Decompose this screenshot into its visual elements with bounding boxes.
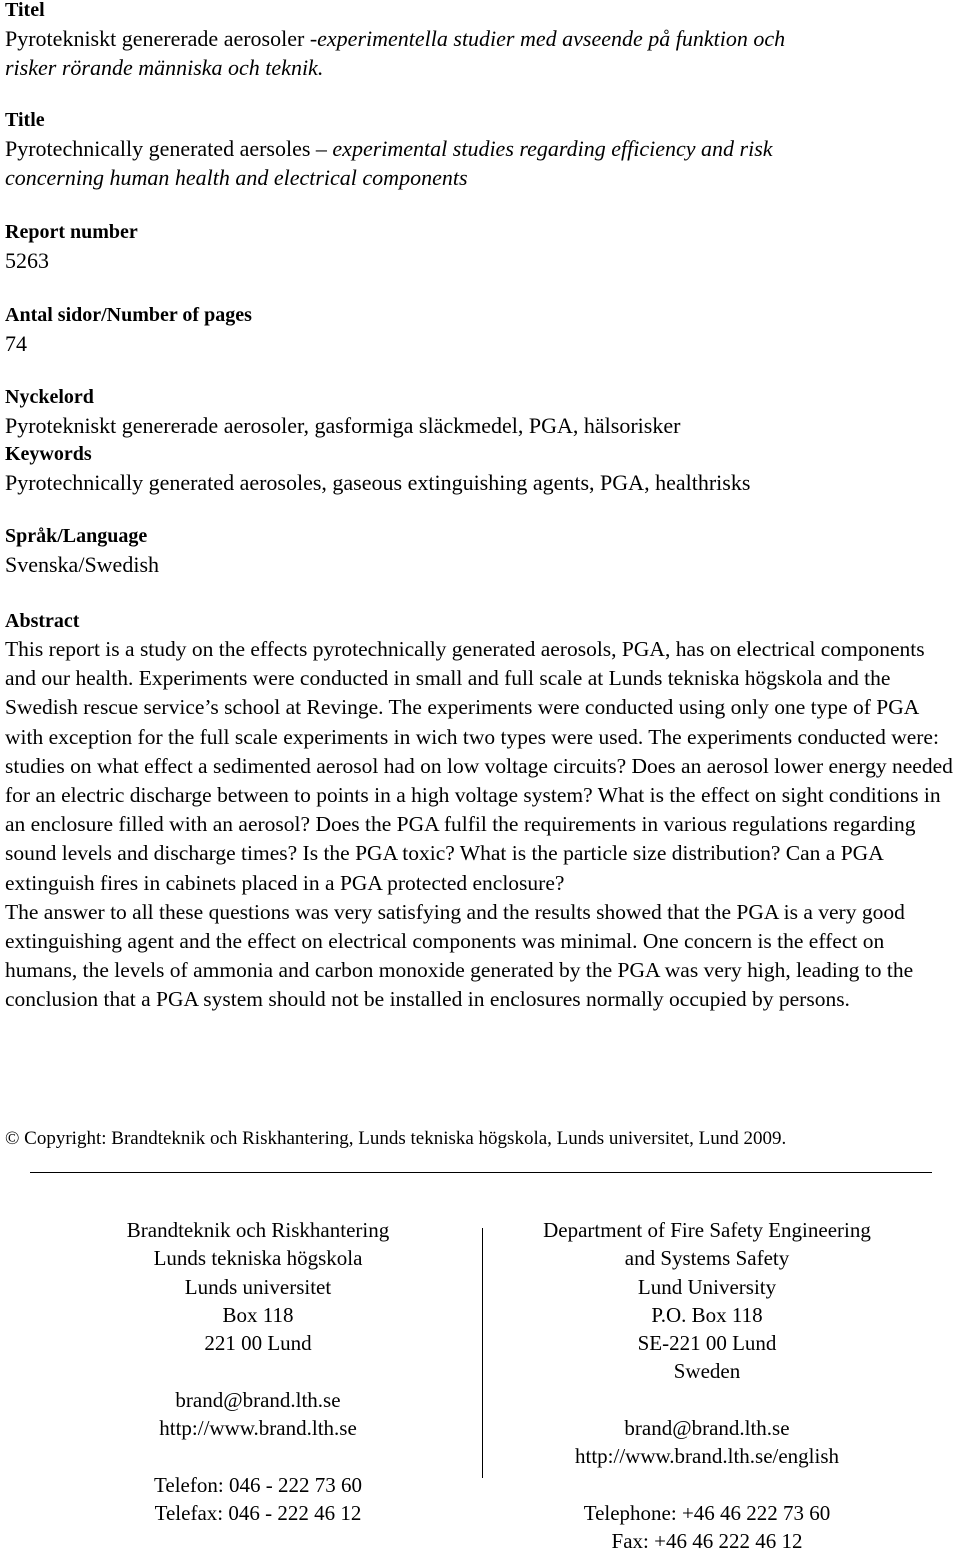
address-line: Brandteknik och Riskhantering (126, 1218, 390, 1242)
address-line: Box 118 (222, 1302, 294, 1327)
abstract-label: Abstract (5, 610, 80, 632)
website-link[interactable]: http://www.brand.lth.se (159, 1416, 357, 1441)
abstract-section (5, 607, 960, 1015)
keywords-value: Pyrotechnically generated aerosoles, gaseous extinguishing agents, PGA, healthrisks (5, 470, 751, 495)
keywords-section (5, 383, 960, 497)
address-line: Department of Fire Safety Engineering (543, 1218, 871, 1242)
keywords-label: Keywords (5, 443, 92, 465)
address-line: Sweden (673, 1359, 741, 1384)
address-line: 221 00 Lund (204, 1331, 312, 1356)
phone-number: Telephone: +46 46 222 73 60 (583, 1500, 831, 1525)
address-line: Lund University (637, 1274, 777, 1299)
pages-section (5, 301, 960, 358)
footer-divider (30, 1172, 932, 1173)
titel-label: Titel (5, 0, 45, 21)
nyckelord-value: Pyrotekniskt genererade aerosoler, gasformiga släckmedel, PGA, hälsorisker (5, 413, 681, 438)
copyright-notice: © Copyright: Brandteknik och Riskhantering, Lunds tekniska högskola, Lunds universitet, Lund 2009. (5, 1128, 787, 1149)
language-value: Svenska/Swedish (5, 552, 159, 577)
address-line: SE-221 00 Lund (637, 1331, 777, 1356)
column-divider (482, 1228, 483, 1478)
abstract-body (5, 635, 960, 1015)
abstract-paragraph-2: The answer to all these questions was very satisfying and the results showed that the PGA is a very good extinguishing agent and the effect on electrical components was minimal. One concern is the effect on humans, the levels of ammonia and carbon monoxide generated by the PGA was very high, leading to the conclusion that a PGA system should not be installed in enclosures normally occupied by persons. (5, 899, 914, 1012)
pages-value: 74 (5, 331, 27, 356)
fax-number: Fax: +46 46 222 46 12 (611, 1529, 803, 1554)
titel-section (5, 0, 960, 82)
title-section (5, 106, 960, 192)
fax-number: Telefax: 046 - 222 46 12 (154, 1500, 362, 1525)
titel-text: Pyrotekniskt genererade aerosoler -experimentella studier med avseende på funktion och (5, 26, 786, 51)
address-line: Lunds tekniska högskola (153, 1246, 363, 1271)
title-text-line2: concerning human health and electrical components (5, 165, 468, 190)
footer-address-swedish (80, 1216, 436, 1527)
report-number-value: 5263 (5, 248, 49, 273)
titel-text-line2: risker rörande människa och teknik. (5, 55, 324, 80)
address-line: Lunds universitet (184, 1274, 332, 1299)
report-number-label: Report number (5, 221, 138, 243)
footer-address-english (494, 1216, 920, 1556)
address-line: and Systems Safety (624, 1246, 790, 1271)
email-link[interactable]: brand@brand.lth.se (175, 1387, 341, 1412)
language-section (5, 522, 960, 579)
title-label: Title (5, 109, 45, 131)
pages-label: Antal sidor/Number of pages (5, 304, 252, 326)
nyckelord-label: Nyckelord (5, 386, 94, 408)
report-number-section (5, 218, 960, 275)
title-text: Pyrotechnically generated aersoles – experimental studies regarding efficiency and risk (5, 136, 773, 161)
website-link[interactable]: http://www.brand.lth.se/english (574, 1444, 840, 1469)
abstract-paragraph-1: This report is a study on the effects pyrotechnically generated aerosols, PGA, has on electrical components and our health. Experiments were conducted in small and full scale at Lunds tekniska högskola and the Swedish rescue service’s school at Revinge. The experiments were conducted using only one type of PGA with exception for the full scale experiments in wich two types were used. The experiments conducted were: studies on what effect a sedimented aerosol had on low voltage circuits? Does an aerosol lower energy needed for an electric discharge between to points in a high voltage system? What is the effect on sight conditions in an enclosure filled with an aerosol? Does the PGA fulfil the requirements in various regulations regarding sound levels and discharge times? Is the PGA toxic? What is the particle size distribution? Can a PGA extinguish fires in cabinets placed in a PGA protected enclosure? (5, 637, 953, 895)
email-link[interactable]: brand@brand.lth.se (624, 1416, 790, 1441)
address-line: P.O. Box 118 (651, 1302, 763, 1327)
phone-number: Telefon: 046 - 222 73 60 (154, 1472, 362, 1497)
language-label: Språk/Language (5, 525, 148, 547)
